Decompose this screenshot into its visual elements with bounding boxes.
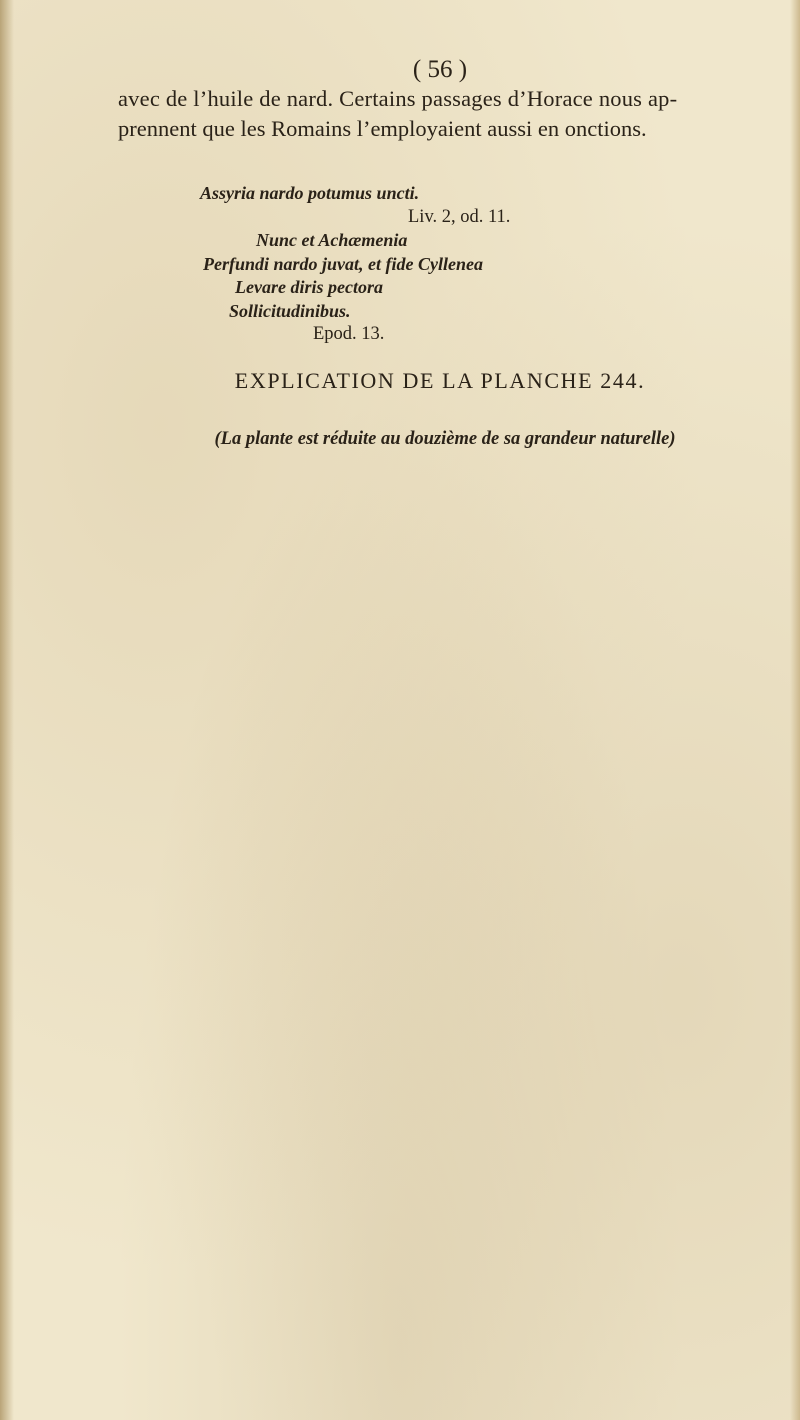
body-line: prennent que les Romains l’employaient aussi en onctions. (118, 116, 647, 141)
section-heading: EXPLICATION DE LA PLANCHE 244. (234, 368, 646, 393)
verse-line: Sollicitudinibus. (229, 300, 351, 321)
verse-line: Assyria nardo potumus uncti. (200, 183, 420, 203)
verse-citation: Liv. 2, od. 11. (408, 206, 511, 227)
verse-line: Levare diris pectora (235, 277, 383, 297)
verse-citation: Epod. 13. (313, 324, 385, 344)
plate-caption: (La plante est réduite au douzième de sa grandeur naturelle) (214, 429, 676, 449)
verse-line: Perfundi nardo juvat, et fide Cyllenea (203, 253, 483, 274)
verse-line: Nunc et Achæmenia (256, 230, 408, 250)
body-paragraph (118, 84, 738, 144)
body-line: avec de l’huile de nard. Certains passages d’Horace nous ap- (118, 86, 678, 111)
page-number: ( 56 ) (412, 56, 468, 83)
latin-verse-quotation (200, 182, 600, 347)
